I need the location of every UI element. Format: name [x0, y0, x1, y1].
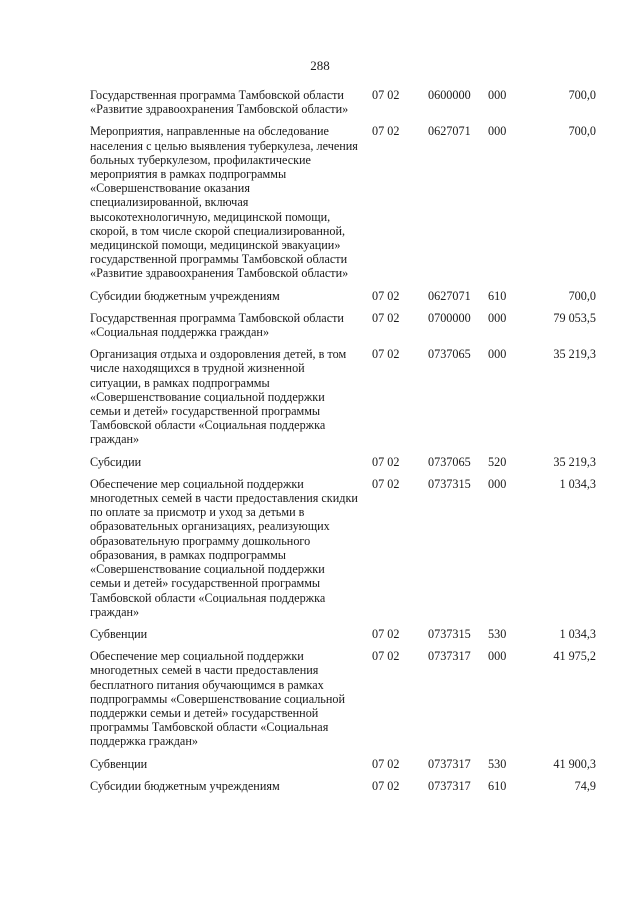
table-row — [90, 347, 596, 446]
row-name: Субвенции — [90, 626, 148, 641]
row-section: 07 02 — [372, 310, 400, 325]
row-section: 07 02 — [372, 88, 400, 102]
row-target-code: 0737317 — [428, 649, 471, 664]
row-amount: 700,0 — [568, 124, 596, 139]
row-amount: 35 219,3 — [553, 454, 596, 469]
row-name: Субсидии бюджетным учреждениям — [90, 288, 280, 303]
row-target-code: 0627071 — [428, 288, 471, 303]
table-row — [90, 311, 596, 339]
row-target-code: 0737317 — [428, 778, 471, 793]
table-row — [90, 88, 596, 116]
table-row — [90, 779, 596, 793]
row-section: 07 02 — [372, 476, 400, 491]
row-amount: 700,0 — [568, 288, 596, 303]
table-row — [90, 757, 596, 771]
table-row — [90, 649, 596, 748]
row-name: Субвенции — [90, 756, 148, 771]
row-target-code: 0700000 — [428, 310, 471, 325]
row-expense-code: 530 — [488, 756, 507, 771]
row-target-code: 0627071 — [428, 124, 471, 139]
row-section: 07 02 — [372, 347, 400, 362]
row-amount: 1 034,3 — [559, 476, 596, 491]
row-expense-code: 520 — [488, 454, 507, 469]
row-amount: 41 900,3 — [553, 756, 596, 771]
row-section: 07 02 — [372, 626, 400, 641]
row-amount: 35 219,3 — [553, 347, 596, 362]
row-target-code: 0737315 — [428, 626, 471, 641]
row-section: 07 02 — [372, 288, 400, 303]
row-name: Государственная программа Тамбовской области «Развитие здравоохранения Тамбовской области» — [90, 88, 349, 117]
row-target-code: 0600000 — [428, 88, 471, 102]
row-name: Мероприятия, направленные на обследование населения с целью выявления туберкулеза, лечения больных туберкулезом, профилактические мероприятия в рамках подпрограммы «Совершенствование оказания специализированной, включая высокотехнологичную, медицинской помощи, скорой, в том числе скорой специализированной, медицинской помощи, медицинской эвакуации» государственной программы Тамбовской области «Развитие здравоохранения Тамбовской области» — [90, 124, 358, 281]
row-expense-code: 530 — [488, 626, 507, 641]
row-amount: 700,0 — [568, 88, 596, 102]
row-expense-code: 000 — [488, 649, 507, 664]
budget-table — [90, 88, 596, 793]
table-row — [90, 289, 596, 303]
row-section: 07 02 — [372, 778, 400, 793]
row-name: Организация отдыха и оздоровления детей, в том числе находящихся в трудной жизненной ситуации, в рамках подпрограммы «Совершенствование социальной поддержки семьи и детей» государственной программы Тамбовской области «Социальная поддержка граждан» — [90, 347, 347, 447]
row-target-code: 0737315 — [428, 476, 471, 491]
row-amount: 74,9 — [574, 778, 596, 793]
row-amount: 41 975,2 — [553, 649, 596, 664]
row-target-code: 0737317 — [428, 756, 471, 771]
row-name: Государственная программа Тамбовской области «Социальная поддержка граждан» — [90, 310, 344, 340]
row-expense-code: 000 — [488, 310, 507, 325]
page-number: 288 — [310, 58, 330, 73]
row-section: 07 02 — [372, 649, 400, 664]
row-expense-code: 000 — [488, 476, 507, 491]
table-row — [90, 627, 596, 641]
table-row — [90, 455, 596, 469]
table-row — [90, 477, 596, 619]
row-name: Субсидии — [90, 454, 142, 469]
row-expense-code: 610 — [488, 288, 507, 303]
row-name: Субсидии бюджетным учреждениям — [90, 778, 280, 793]
row-section: 07 02 — [372, 454, 400, 469]
row-target-code: 0737065 — [428, 454, 471, 469]
row-name: Обеспечение мер социальной поддержки многодетных семей в части предоставления скидки по оплате за присмотр и уход за детьми в образовательных организациях, реализующих образовательную программу дошкольного образования, в рамках подпрограммы «Совершенствование социальной поддержки семьи и детей» государственной программы Тамбовской области «Социальная поддержка граждан» — [90, 476, 358, 619]
row-expense-code: 000 — [488, 347, 507, 362]
row-section: 07 02 — [372, 756, 400, 771]
row-expense-code: 000 — [488, 88, 507, 102]
row-name: Обеспечение мер социальной поддержки многодетных семей в части предоставления бесплатного питания обучающимся в рамках подпрограммы «Совершенствование социальной поддержки семьи и детей» государственной программы Тамбовской области «Социальная поддержка граждан» — [90, 649, 346, 749]
table-row — [90, 124, 596, 280]
row-amount: 79 053,5 — [553, 310, 596, 325]
row-target-code: 0737065 — [428, 347, 471, 362]
row-expense-code: 610 — [488, 778, 507, 793]
row-amount: 1 034,3 — [559, 626, 596, 641]
row-expense-code: 000 — [488, 124, 507, 139]
row-section: 07 02 — [372, 124, 400, 139]
